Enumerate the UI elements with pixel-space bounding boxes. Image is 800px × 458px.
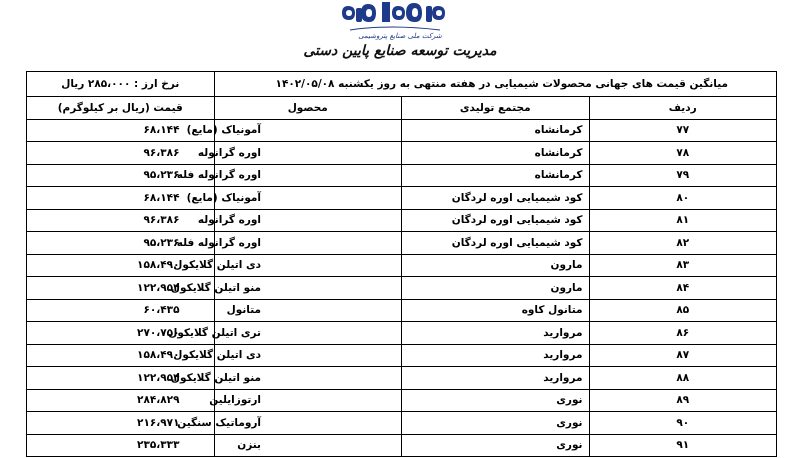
row-number: ۸۸ xyxy=(589,367,777,390)
column-header-row xyxy=(27,97,777,120)
table-row xyxy=(27,119,777,142)
product-cell: اوره گرانوله xyxy=(214,209,402,232)
complex-cell: نوری xyxy=(402,389,590,412)
price-cell: ۱۵۸،۴۹۰ xyxy=(27,254,215,277)
product-cell: منو اتیلن گلایکول xyxy=(214,367,402,390)
product-cell: آمونیاک (مایع) xyxy=(214,187,402,210)
exchange-rate: نرخ ارز : ۲۸۵،۰۰۰ ریال xyxy=(27,72,215,97)
table-row xyxy=(27,322,777,345)
price-cell: ۲۷۰،۷۵۰ xyxy=(27,322,215,345)
price-table xyxy=(26,71,777,457)
column-header-product: محصول xyxy=(214,97,402,120)
row-number: ۸۰ xyxy=(589,187,777,210)
product-cell: آمونیاک (مایع) xyxy=(214,119,402,142)
column-header-price: قیمت (ریال بر کیلوگرم) xyxy=(27,97,215,120)
product-cell: منو اتیلن گلایکول xyxy=(214,277,402,300)
department-subtitle: مدیریت توسعه صنایع پایین دستی xyxy=(303,43,497,59)
row-number: ۸۳ xyxy=(589,254,777,277)
table-row xyxy=(27,299,777,322)
table-row xyxy=(27,254,777,277)
column-header-row-number: ردیف xyxy=(589,97,777,120)
complex-cell: کرمانشاه xyxy=(402,164,590,187)
complex-cell: کرمانشاه xyxy=(402,119,590,142)
price-cell: ۹۶،۳۸۶ xyxy=(27,142,215,165)
product-cell: دی اتیلن گلایکول xyxy=(214,254,402,277)
row-number: ۹۰ xyxy=(589,412,777,435)
row-number: ۸۶ xyxy=(589,322,777,345)
complex-cell: مارون xyxy=(402,277,590,300)
table-row xyxy=(27,434,777,457)
table-row xyxy=(27,232,777,255)
table-row xyxy=(27,142,777,165)
row-number: ۸۷ xyxy=(589,344,777,367)
product-cell: متانول xyxy=(214,299,402,322)
product-cell: تری اتیلن گلایکول xyxy=(214,322,402,345)
row-number: ۷۹ xyxy=(589,164,777,187)
row-number: ۸۱ xyxy=(589,209,777,232)
complex-cell: کود شیمیایی اوره لردگان xyxy=(402,232,590,255)
product-cell: آروماتیک سنگین xyxy=(214,412,402,435)
price-cell: ۹۵،۲۳۶ xyxy=(27,164,215,187)
product-cell: ارتوزایلین xyxy=(214,389,402,412)
price-cell: ۶۰،۴۳۵ xyxy=(27,299,215,322)
product-cell: اوره گرانوله xyxy=(214,142,402,165)
price-cell: ۱۲۲،۹۵۴ xyxy=(27,277,215,300)
price-cell: ۹۵،۲۳۶ xyxy=(27,232,215,255)
complex-cell: مروارید xyxy=(402,367,590,390)
complex-cell: کود شیمیایی اوره لردگان xyxy=(402,187,590,210)
row-number: ۸۵ xyxy=(589,299,777,322)
row-number: ۷۸ xyxy=(589,142,777,165)
complex-cell: کود شیمیایی اوره لردگان xyxy=(402,209,590,232)
row-number: ۹۱ xyxy=(589,434,777,457)
price-cell: ۲۳۵،۳۳۳ xyxy=(27,434,215,457)
table-row xyxy=(27,164,777,187)
table-row xyxy=(27,277,777,300)
table-row xyxy=(27,209,777,232)
complex-cell: مروارید xyxy=(402,322,590,345)
complex-cell: متانول کاوه xyxy=(402,299,590,322)
complex-cell: کرمانشاه xyxy=(402,142,590,165)
table-row xyxy=(27,412,777,435)
price-cell: ۹۶،۳۸۶ xyxy=(27,209,215,232)
price-cell: ۲۱۶،۹۷۱ xyxy=(27,412,215,435)
complex-cell: نوری xyxy=(402,434,590,457)
product-cell: بنزن xyxy=(214,434,402,457)
price-cell: ۶۸،۱۴۴ xyxy=(27,119,215,142)
table-body xyxy=(27,119,777,457)
table-row xyxy=(27,344,777,367)
column-header-complex: مجتمع تولیدی xyxy=(402,97,590,120)
row-number: ۸۹ xyxy=(589,389,777,412)
table-title-row xyxy=(27,72,777,97)
product-cell: اوره گرانوله فله xyxy=(214,164,402,187)
price-cell: ۶۸،۱۴۴ xyxy=(27,187,215,210)
table-title: میانگین قیمت های جهانی محصولات شیمیایی در هفته منتهی به روز یکشنبه ۱۴۰۲/۰۵/۰۸ xyxy=(214,72,777,97)
table-row xyxy=(27,367,777,390)
complex-cell: مارون xyxy=(402,254,590,277)
table-row xyxy=(27,187,777,210)
table-row xyxy=(27,389,777,412)
complex-cell: مروارید xyxy=(402,344,590,367)
price-cell: ۱۵۸،۴۹۰ xyxy=(27,344,215,367)
price-cell: ۱۲۲،۹۵۴ xyxy=(27,367,215,390)
nipc-logo-icon xyxy=(320,0,480,45)
svg-text:شرکت ملی صنایع پتروشیمی: شرکت ملی صنایع پتروشیمی xyxy=(358,32,442,40)
complex-cell: نوری xyxy=(402,412,590,435)
row-number: ۷۷ xyxy=(589,119,777,142)
price-cell: ۲۸۴،۸۲۹ xyxy=(27,389,215,412)
row-number: ۸۲ xyxy=(589,232,777,255)
row-number: ۸۴ xyxy=(589,277,777,300)
product-cell: دی اتیلن گلایکول xyxy=(214,344,402,367)
product-cell: اوره گرانوله فله xyxy=(214,232,402,255)
